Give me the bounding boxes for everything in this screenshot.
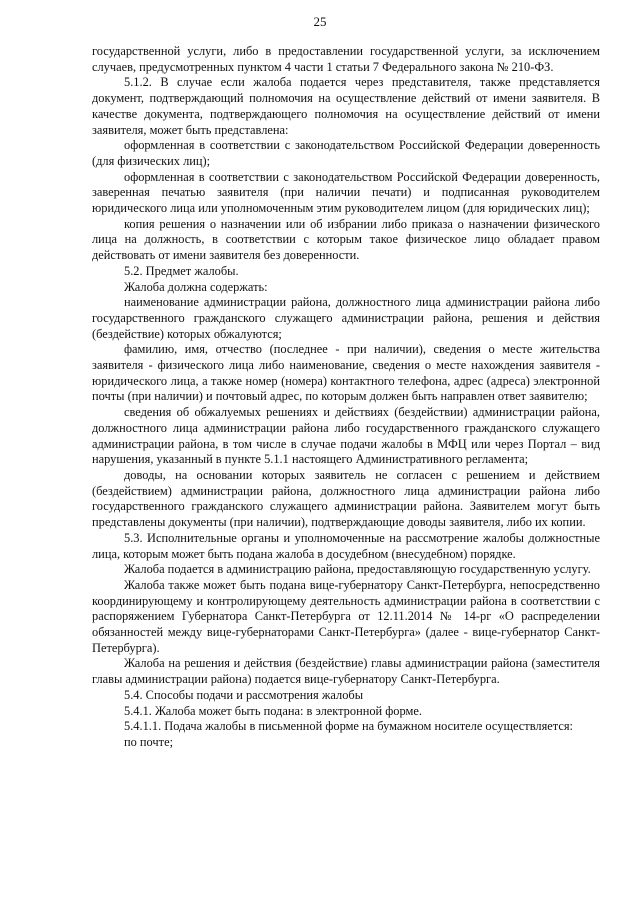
section-heading-5-2: 5.2. Предмет жалобы. (124, 263, 239, 278)
document-body (92, 44, 600, 751)
paragraph-applicant-details: фамилию, имя, отчество (последнее - при наличии), сведения о месте жительства заявителя - физического лица либо наименование, сведения о месте нахождения заявителя - юридического лица, а также номер (номера) контактного телефона, адрес (адреса) электронной почты (при наличии) и почтовый адрес, по которым должен быть направлен ответ заявителю; (92, 342, 600, 404)
paragraph-power-of-attorney-individuals: оформленная в соответствии с законодательством Российской Федерации доверенность (для физических лиц); (92, 138, 600, 168)
paragraph-vice-governor: Жалоба также может быть подана вице-губернатору Санкт-Петербурга, непосредственно координирующему и контролирующему деятельность администрации района в соответствии с распоряжением Губернатора Санкт-Петербурга от 12.11.2014 № 14-рг «О распределении обязанностей между вице-губернаторами Санкт-Петербурга» (далее - вице-губернатор Санкт-Петербурга). (92, 577, 600, 655)
paragraph-power-of-attorney-legal-entities: оформленная в соответствии с законодательством Российской Федерации доверенность, заверенная печатью заявителя (при наличии печати) и подписанная руководителем юридического лица или уполномоченным этим руководителем лицом (для юридических лиц); (92, 169, 600, 216)
paragraph-head-of-administration: Жалоба на решения и действия (бездействие) главы администрации района (заместителя главы администрации района) подается вице-губернатору Санкт-Петербурга. (92, 656, 600, 687)
section-heading-5-3: 5.3. Исполнительные органы и уполномоченные на рассмотрение жалобы должностные лица, которым может быть подана жалоба в досудебном (внесудебном) порядке. (92, 530, 600, 561)
paragraph-arguments: доводы, на основании которых заявитель не согласен с решением и действием (бездействием) администрации района, должностного лица администрации района либо государственного гражданского служащего администрации района. Заявителем могут быть представлены документы (при наличии), подтверждающие доводы заявителя, либо их копии. (92, 467, 600, 530)
paragraph-complaint-contents: Жалоба должна содержать: (124, 279, 268, 294)
paragraph-by-mail: по почте; (124, 734, 174, 749)
section-heading-5-4: 5.4. Способы подачи и рассмотрения жалобы (124, 687, 364, 702)
paragraph-appointment-decision: копия решения о назначении или об избрании либо приказа о назначении физического лица на должность, в соответствии с которым такое физическое лицо обладает правом действовать от имени заявителя без доверенности. (92, 216, 600, 263)
page-number: 25 (313, 14, 327, 29)
paragraph-5-4-1: 5.4.1. Жалоба может быть подана: в электронной форме. (124, 703, 422, 718)
paragraph-appealed-decisions: сведения об обжалуемых решениях и действиях (бездействии) администрации района, должностного лица администрации района либо государственного гражданского служащего администрации района, в том числе в случае подачи жалобы в МФЦ или через Портал – вид нарушения, указанный в пункте 5.1.1 настоящего Административного регламента; (92, 405, 600, 467)
paragraph-5-1-2: 5.1.2. В случае если жалоба подается через представителя, также представляется документ, подтверждающий полномочия на осуществление действий от имени заявителя. В качестве документа, подтверждающего полномочия на осуществление действий от имени заявителя, может быть представлена: (92, 75, 600, 137)
paragraph-5-4-1-1: 5.4.1.1. Подача жалобы в письменной форме на бумажном носителе осуществляется: (124, 719, 573, 734)
paragraph-administration-name: наименование администрации района, должностного лица администрации района либо государственного гражданского служащего администрации района, решения и действия (бездействие) которых обжалуются; (92, 295, 600, 341)
paragraph-submitted-to-administration: Жалоба подается в администрацию района, предоставляющую государственную услугу. (124, 562, 591, 577)
paragraph-continuation: государственной услуги, либо в предоставлении государственной услуги, за исключением случаев, предусмотренных пунктом 4 части 1 статьи 7 Федерального закона № 210-ФЗ. (92, 44, 600, 74)
